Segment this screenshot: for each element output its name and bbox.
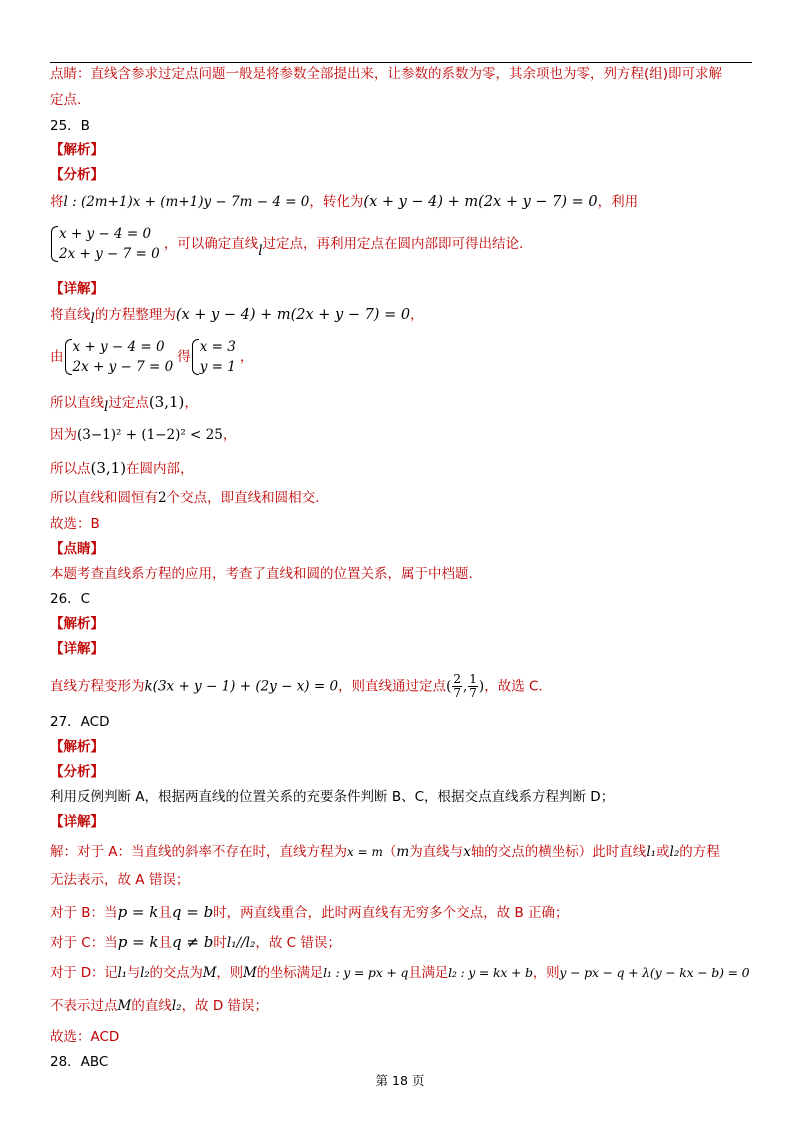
header-rule bbox=[50, 62, 752, 63]
q25-transformed-equation: (x + y − 4) + m(2x + y − 7) = 0 bbox=[363, 194, 598, 210]
q25-heading: 25．B bbox=[50, 118, 90, 134]
q25-distance-inequality: (3−1)² + (1−2)² < 25 bbox=[77, 427, 223, 443]
q26-jiexi-label: 【解析】 bbox=[50, 616, 104, 632]
q27-xiangjie-label: 【详解】 bbox=[50, 814, 104, 830]
intro-line-2: 定点. bbox=[50, 92, 82, 108]
q26-equation: k(3x + y − 1) + (2y − x) = 0 bbox=[144, 678, 339, 695]
page-number: 18 bbox=[392, 1073, 408, 1088]
q26-fraction-1: $\frac{2}{7}$ bbox=[453, 672, 461, 700]
q25-jiexi-label: 【解析】 bbox=[50, 142, 104, 158]
q25-detail-line-1: 将直线l的方程整理为(x + y − 4) + m(2x + y − 7) = 0， bbox=[50, 307, 424, 327]
q25-detail-system: x + y − 4 = 0 2x + y − 7 = 0 bbox=[64, 337, 174, 377]
q28-heading: 28．ABC bbox=[50, 1054, 109, 1070]
q25-analysis-line-1: 将l : (2m+1)x + (m+1)y − 7m − 4 = 0，转化为(x + y − 4) + m(2x + y − 7) = 0，利用 bbox=[50, 194, 639, 210]
q27-answer: 故选：ACD bbox=[50, 1029, 120, 1045]
q25-xiangjie-label: 【详解】 bbox=[50, 281, 104, 297]
q25-detail-line-6: 所以直线和圆恒有2个交点，即直线和圆相交. bbox=[50, 490, 320, 506]
q27-fenxi-label: 【分析】 bbox=[50, 764, 104, 780]
q27-option-d-line-2: 不表示过点M的直线l₂，故 D 错误； bbox=[50, 998, 269, 1014]
q26-fraction-2: $\frac{1}{7}$ bbox=[469, 672, 477, 700]
q25-fenxi-label: 【分析】 bbox=[50, 167, 104, 183]
q26-detail-line: 直线方程变形为k(3x + y − 1) + (2y − x) = 0，则直线通过定点( $\frac{2}{7}$ , $\frac{1}{7}$ )，故选 C. bbox=[50, 672, 543, 700]
q25-answer: 故选：B bbox=[50, 516, 100, 532]
q25-dianjing-label: 【点睛】 bbox=[50, 541, 104, 557]
q27-fenxi-text: 利用反例判断 A，根据两直线的位置关系的充要条件判断 B、C，根据交点直线系方程判断 D； bbox=[50, 789, 615, 805]
q27-option-b: 对于 B：当p = k且q = b时，两直线重合，此时两直线有无穷多个交点，故 B 正确； bbox=[50, 903, 569, 921]
q25-detail-line-2: 由 x + y − 4 = 0 2x + y − 7 = 0 得 x = 3 y = 1 ， bbox=[50, 339, 254, 375]
q27-heading: 27．ACD bbox=[50, 714, 110, 730]
q27-option-a-line-2: 无法表示，故 A 错误； bbox=[50, 872, 190, 888]
intro-line-1: 点睛：直线含参求过定点问题一般是将参数全部提出来，让参数的系数为零，其余项也为零，列方程(组)即可求解 bbox=[50, 66, 723, 82]
q25-line-l-equation: l : (2m+1)x + (m+1)y − 7m − 4 = 0 bbox=[63, 194, 310, 210]
q25-fixed-point: (3,1) bbox=[148, 393, 185, 411]
q25-detail-equation: (x + y − 4) + m(2x + y − 7) = 0 bbox=[175, 307, 411, 323]
q27-option-c: 对于 C：当p = k且q ≠ b时l₁//l₂，故 C 错误； bbox=[50, 933, 341, 951]
q25-dianjing-text: 本题考查直线系方程的应用，考查了直线和圆的位置关系，属于中档题. bbox=[50, 566, 473, 582]
q27-option-d-line-1: 对于 D：记l₁与l₂的交点为M，则M的坐标满足l₁ : y = px + q且满足l₂ : y = kx + b，则y − px − q + λ(y − kx − b) = 0 bbox=[50, 965, 750, 981]
page-footer: 第 18 页 bbox=[375, 1073, 425, 1088]
q27-jiexi-label: 【解析】 bbox=[50, 739, 104, 755]
q26-heading: 26．C bbox=[50, 591, 91, 607]
q25-detail-solution: x = 3 y = 1 bbox=[191, 337, 236, 377]
q25-detail-line-3: 所以直线l过定点(3,1)， bbox=[50, 393, 198, 415]
q25-detail-line-5: 所以点(3,1)在圆内部， bbox=[50, 459, 194, 477]
q27-option-a-line-1: 解：对于 A：当直线的斜率不存在时，直线方程为x = m（m为直线与x轴的交点的横坐标）此时直线l₁或l₂的方程 bbox=[50, 844, 720, 860]
q25-equation-system: x + y − 4 = 0 2x + y − 7 = 0 bbox=[50, 224, 160, 264]
q25-detail-line-4: 因为(3−1)² + (1−2)² < 25， bbox=[50, 427, 237, 443]
q26-xiangjie-label: 【详解】 bbox=[50, 641, 104, 657]
q25-analysis-line-2: x + y − 4 = 0 2x + y − 7 = 0 ，可以确定直线l过定点，再利用定点在圆内部即可得出结论. bbox=[50, 224, 523, 264]
